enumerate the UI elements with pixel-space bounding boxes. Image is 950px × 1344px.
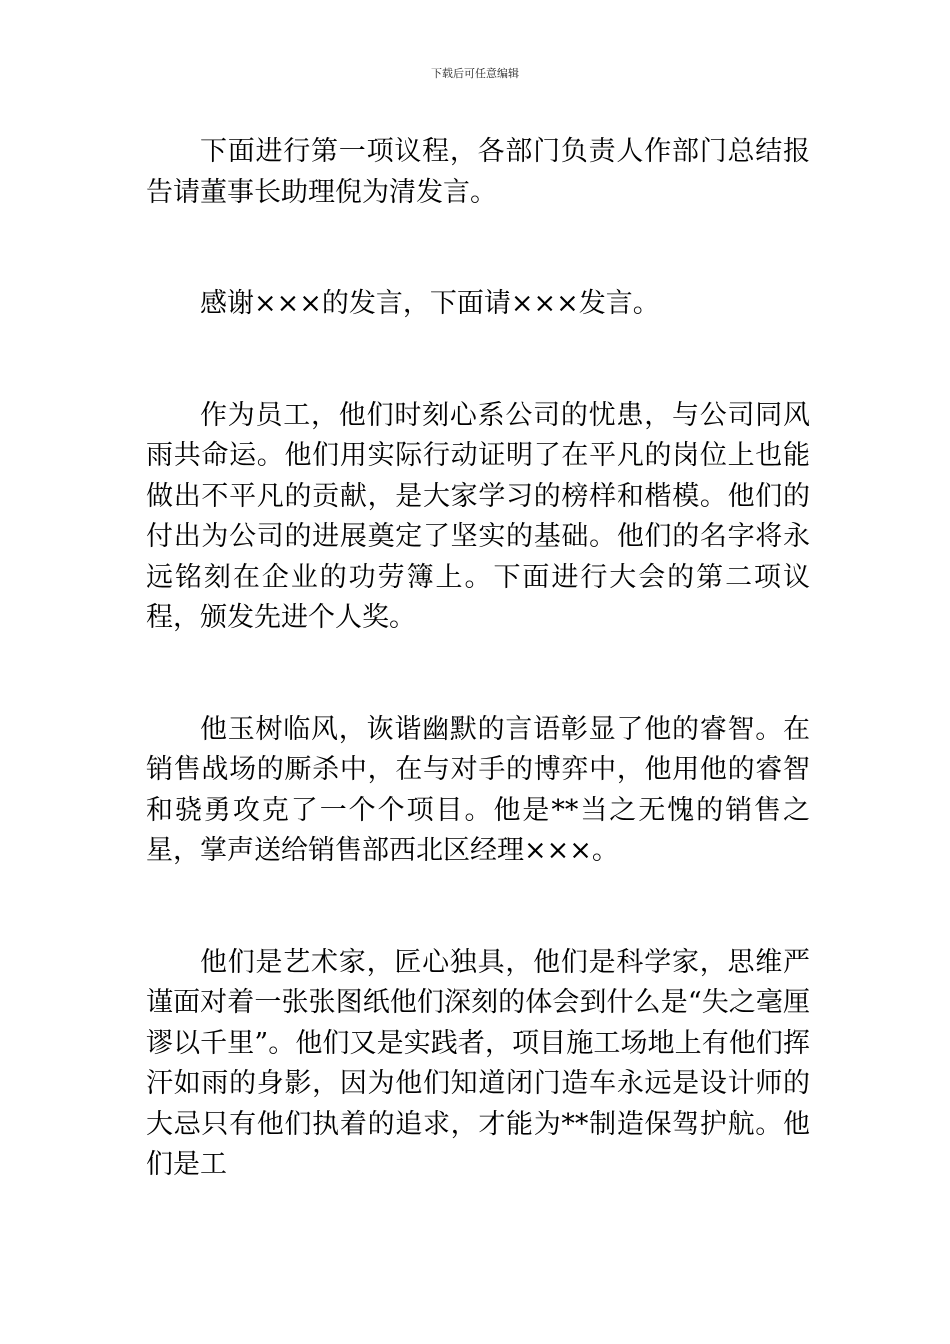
paragraph-5: 他们是艺术家，匠心独具，他们是科学家，思维严谨面对着一张张图纸他们深刻的体会到什么是“失之毫厘谬以千里”。他们又是实践者，项目施工场地上有他们挥汗如雨的身影，因为他们知道闭门造车永远是设计师的大忌只有他们执着的追求，才能为**制造保驾护航。他们是工 bbox=[146, 946, 810, 1180]
paragraph-4: 他玉树临风，诙谐幽默的言语彰显了他的睿智。在销售战场的厮杀中，在与对手的博弈中，他用他的睿智和骁勇攻克了一个个项目。他是**当之无愧的销售之星，掌声送给销售部西北区经理×××。 bbox=[146, 713, 810, 866]
paragraph-1: 下面进行第一项议程，各部门负责人作部门总结报告请董事长助理倪为清发言。 bbox=[146, 136, 810, 208]
paragraph-3: 作为员工，他们时刻心系公司的忧患，与公司同风雨共命运。他们用实际行动证明了在平凡的岗位上也能做出不平凡的贡献，是大家学习的榜样和楷模。他们的付出为公司的进展奠定了坚实的基础。他们的名字将永远铭刻在企业的功劳簿上。下面进行大会的第二项议程，颁发先进个人奖。 bbox=[146, 399, 810, 633]
document-body bbox=[146, 132, 810, 1186]
paragraph-2: 感谢×××的发言，下面请×××发言。 bbox=[200, 288, 660, 319]
page-header-note: 下载后可任意编辑 bbox=[431, 67, 519, 80]
